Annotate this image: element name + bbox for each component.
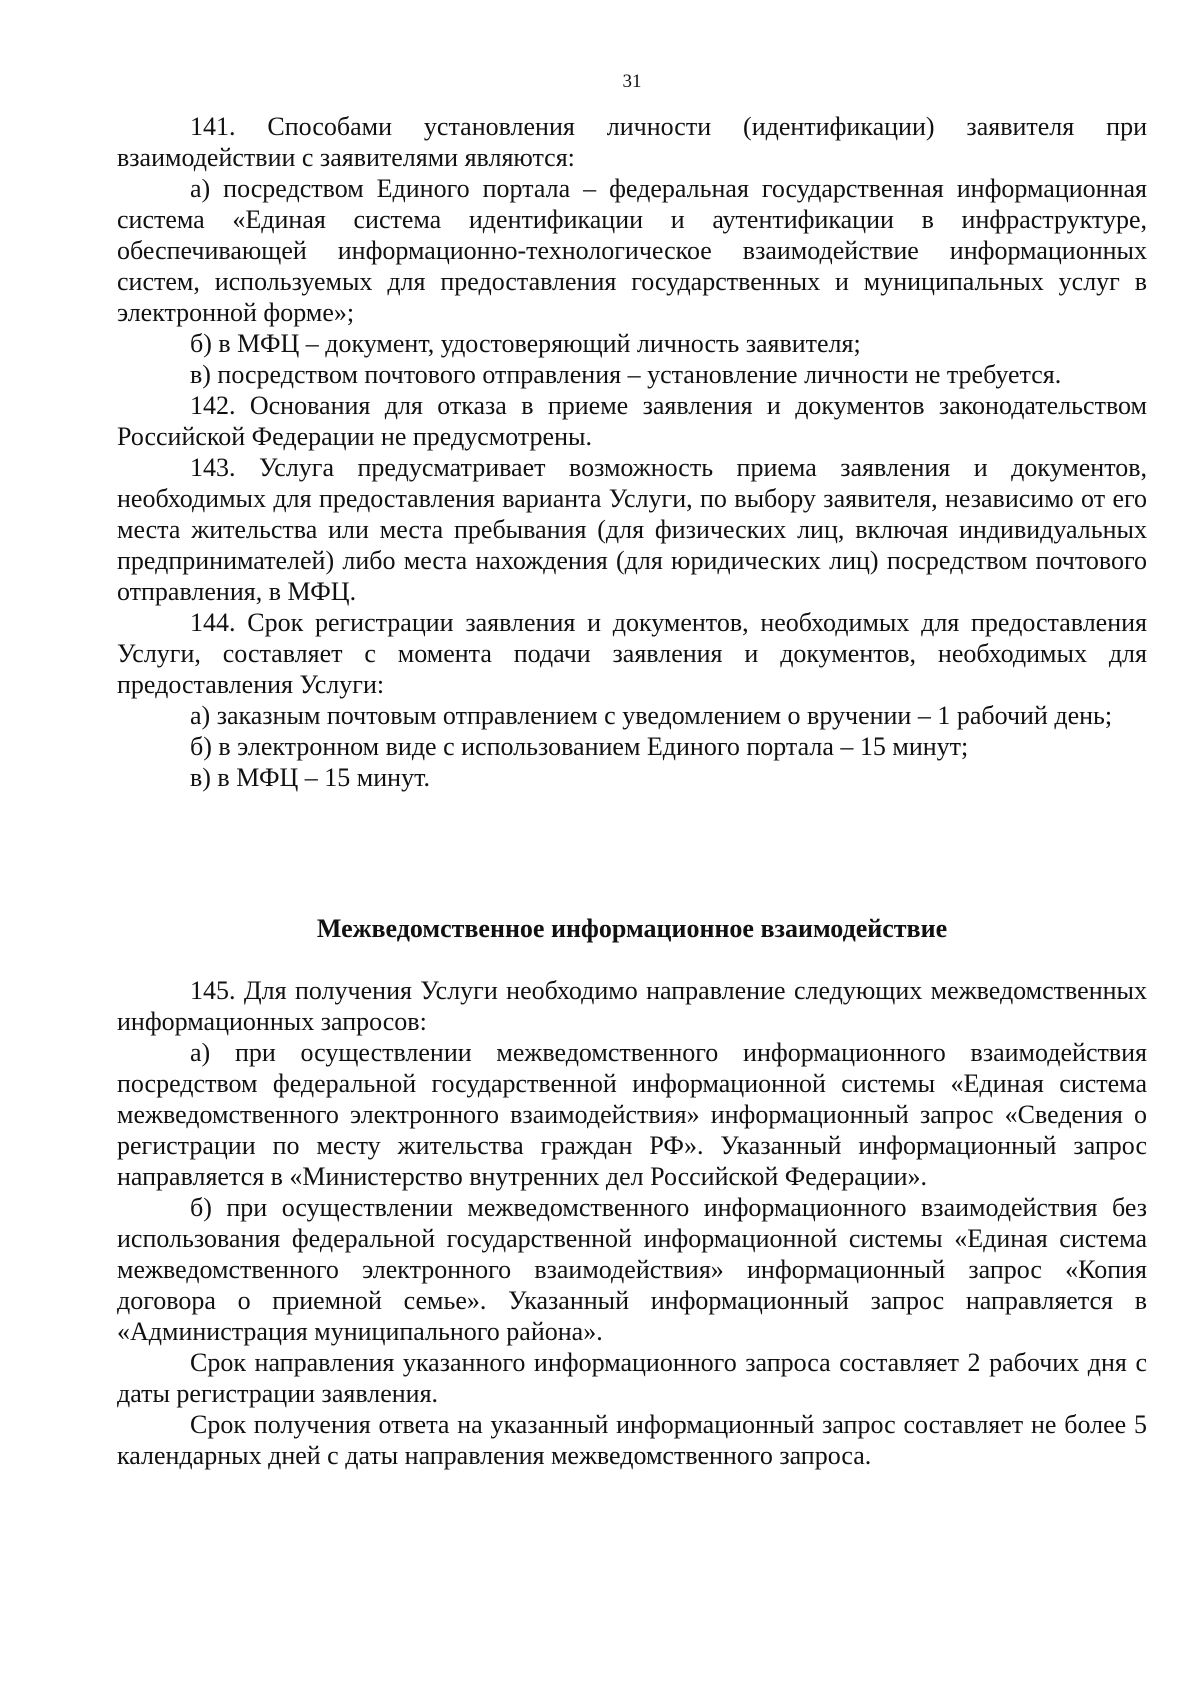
paragraph-141-a: а) посредством Единого портала – федеральная государственная информационная система «Единая система идентификации и аутентификации в инфраструктуре, обеспечивающей информационно-технологическое взаимодействие информационных систем, используемых для предоставления государственных и муниципальных услуг в электронной форме»; [117, 174, 1147, 327]
paragraph-141-b: б) в МФЦ – документ, удостоверяющий личность заявителя; [190, 329, 861, 358]
paragraph-141: 141. Способами установления личности (идентификации) заявителя при взаимодействии с заявителями являются: [117, 112, 1147, 172]
paragraph-142: 142. Основания для отказа в приеме заявления и документов законодательством Российской Федерации не предусмотрены. [117, 391, 1147, 451]
paragraph-144: 144. Срок регистрации заявления и документов, необходимых для предоставления Услуги, составляет с момента подачи заявления и документов, необходимых для предоставления Услуги: [117, 608, 1147, 699]
paragraph-response-deadline: Срок получения ответа на указанный информационный запрос составляет не более 5 календарных дней с даты направления межведомственного запроса. [117, 1410, 1147, 1470]
section-identification-and-registration [117, 111, 1147, 793]
section-heading: Межведомственное информационное взаимодействие [316, 914, 948, 943]
paragraph-144-b: б) в электронном виде с использованием Единого портала – 15 минут; [190, 732, 969, 761]
paragraph-145: 145. Для получения Услуги необходимо направление следующих межведомственных информационных запросов: [117, 976, 1147, 1036]
paragraph-143: 143. Услуга предусматривает возможность приема заявления и документов, необходимых для предоставления варианта Услуги, по выбору заявителя, независимо от его места жительства или места пребывания (для физических лиц, включая индивидуальных предпринимателей) либо места нахождения (для юридических лиц) посредством почтового отправления, в МФЦ. [117, 453, 1147, 606]
paragraph-141-c: в) посредством почтового отправления – установление личности не требуется. [190, 360, 1062, 389]
paragraph-request-send-deadline: Срок направления указанного информационного запроса составляет 2 рабочих дня с даты регистрации заявления. [117, 1348, 1147, 1408]
page-number: 31 [622, 71, 642, 92]
section-interagency-interaction [117, 975, 1147, 1471]
section-heading-block [117, 913, 1147, 944]
paragraph-144-c: в) в МФЦ – 15 минут. [190, 763, 430, 792]
paragraph-144-a: а) заказным почтовым отправлением с уведомлением о вручении – 1 рабочий день; [190, 701, 1113, 730]
paragraph-145-a: а) при осуществлении межведомственного информационного взаимодействия посредством федеральной государственной информационной системы «Единая система межведомственного электронного взаимодействия» информационный запрос «Сведения о регистрации по месту жительства граждан РФ». Указанный информационный запрос направляется в «Министерство внутренних дел Российской Федерации». [117, 1038, 1147, 1191]
paragraph-145-b: б) при осуществлении межведомственного информационного взаимодействия без использования федеральной государственной информационной системы «Единая система межведомственного электронного взаимодействия» информационный запрос «Копия договора о приемной семье». Указанный информационный запрос направляется в «Администрация муниципального района». [117, 1193, 1147, 1346]
